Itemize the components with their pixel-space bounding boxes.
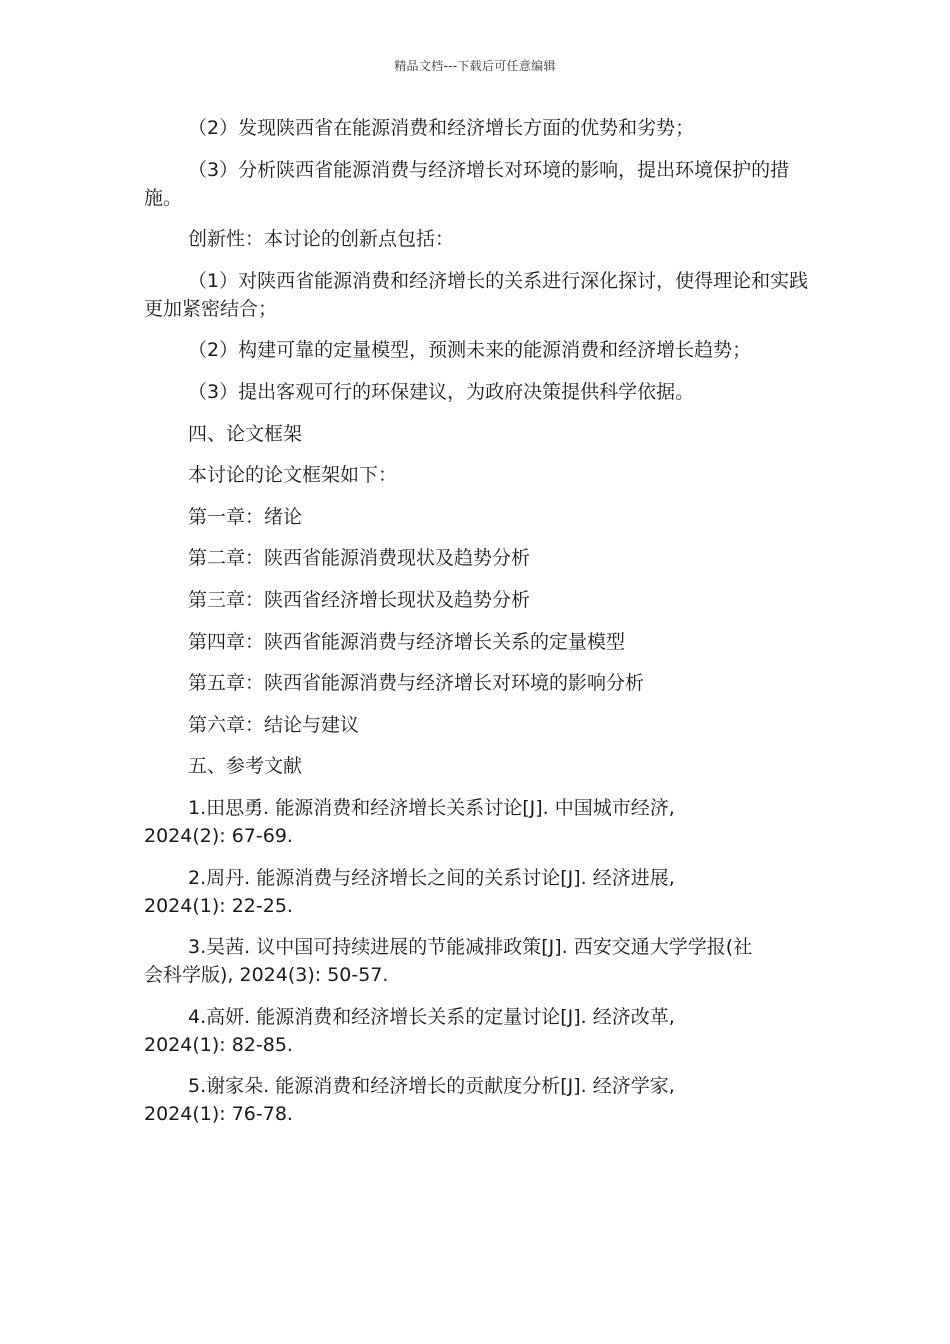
chapter-5: 第五章：陕西省能源消费与经济增长对环境的影响分析 <box>188 672 645 695</box>
chapter-2: 第二章：陕西省能源消费现状及趋势分析 <box>188 547 531 570</box>
reference-item <box>144 1072 812 1128</box>
reference-line: 2024(2): 67-69. <box>144 824 293 847</box>
reference-item <box>144 794 812 850</box>
reference-line: 4.高妍. 能源消费和经济增长关系的定量讨论[J]. 经济改革, <box>188 1005 675 1028</box>
chapter-1: 第一章：绪论 <box>188 505 303 528</box>
reference-line: 2024(1): 22-25. <box>144 894 293 917</box>
chapter-4: 第四章：陕西省能源消费与经济增长关系的定量模型 <box>188 630 626 653</box>
section-heading-framework: 四、论文框架 <box>188 422 303 445</box>
section-heading-references: 五、参考文献 <box>188 755 303 778</box>
document-body <box>144 114 812 1142</box>
innovation-1: （1）对陕西省能源消费和经济增长的关系进行深化探讨，使得理论和实践更加紧密结合； <box>144 269 809 320</box>
objective-2: （2）发现陕西省在能源消费和经济增长方面的优势和劣势； <box>188 117 695 139</box>
page-header: 精品文档---下载后可任意编辑 <box>394 59 556 73</box>
innovation-intro: 创新性：本讨论的创新点包括： <box>188 228 455 251</box>
reference-line: 会科学版), 2024(3): 50-57. <box>144 964 389 987</box>
reference-line: 5.谢家朵. 能源消费和经济增长的贡献度分析[J]. 经济学家, <box>188 1075 675 1098</box>
framework-intro: 本讨论的论文框架如下： <box>188 464 398 487</box>
innovation-2: （2）构建可靠的定量模型，预测未来的能源消费和经济增长趋势； <box>188 339 752 362</box>
reference-line: 1.田思勇. 能源消费和经济增长关系讨论[J]. 中国城市经济, <box>188 796 675 819</box>
reference-item <box>144 864 812 920</box>
reference-line: 2024(1): 76-78. <box>144 1103 293 1126</box>
reference-line: 2.周丹. 能源消费与经济增长之间的关系讨论[J]. 经济进展, <box>188 866 675 889</box>
reference-item <box>144 1003 812 1059</box>
chapter-6: 第六章：结论与建议 <box>188 713 360 736</box>
innovation-3: （3）提出客观可行的环保建议，为政府决策提供科学依据。 <box>188 380 695 403</box>
reference-line: 3.吴茜. 议中国可持续进展的节能减排政策[J]. 西安交通大学学报(社 <box>188 936 753 959</box>
objective-3: （3）分析陕西省能源消费与经济增长对环境的影响，提出环境保护的措施。 <box>144 158 790 209</box>
reference-item <box>144 933 812 989</box>
chapter-3: 第三章：陕西省经济增长现状及趋势分析 <box>188 588 531 611</box>
reference-line: 2024(1): 82-85. <box>144 1033 293 1056</box>
